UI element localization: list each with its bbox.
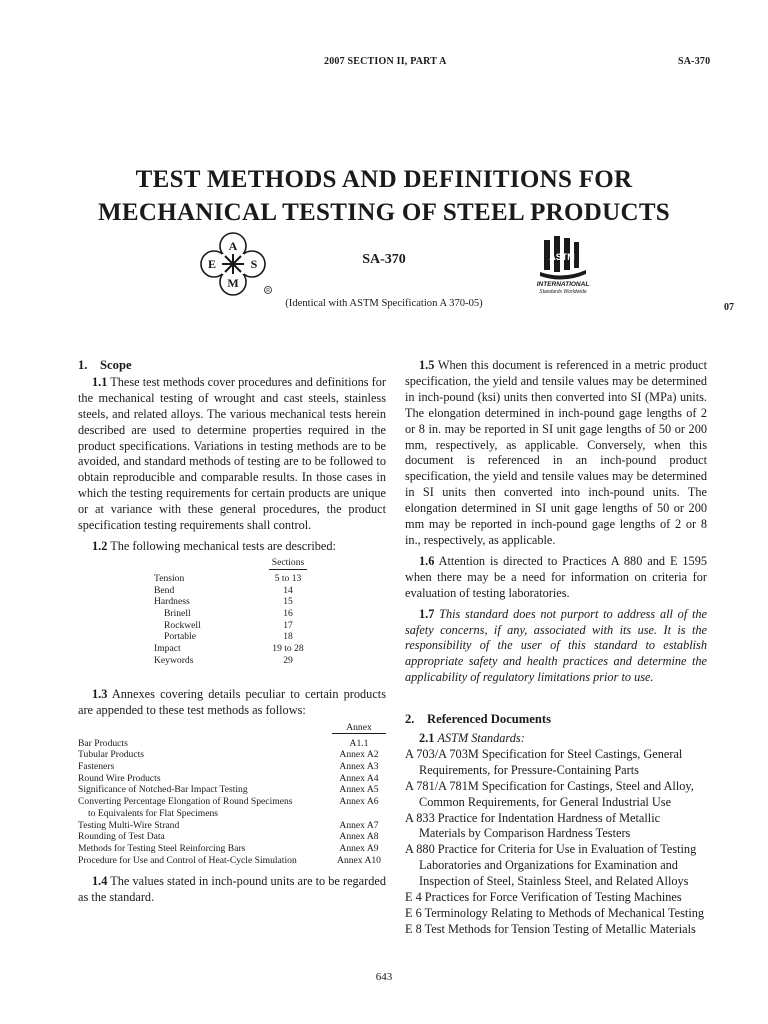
reference-item: E 4 Practices for Force Verification of Testing Machines xyxy=(405,890,682,905)
test-name: Portable xyxy=(164,631,196,643)
paragraph-1-4-number: 1.4 xyxy=(92,873,108,888)
paragraph-1-1 xyxy=(78,375,386,534)
document-title-line-2: MECHANICAL TESTING OF STEEL PRODUCTS xyxy=(97,199,671,226)
annex-id: A1.1 xyxy=(349,737,369,749)
annex-id: Annex A6 xyxy=(339,796,379,808)
paragraph-1-6-text: Attention is directed to Practices A 880 and E 1595 when there may be a need for information on criteria for evaluation of testing laboratories. xyxy=(405,553,707,600)
tests-table-body xyxy=(154,573,314,667)
astm-mark-text: ASTM xyxy=(549,252,575,262)
annex-table-row xyxy=(78,796,386,808)
test-sections: 19 to 28 xyxy=(272,643,304,654)
astm-international-icon xyxy=(530,234,596,296)
paragraph-1-7-text: This standard does not purport to address all of the safety concerns, if any, associated with its use. It is the responsibility of the user of this standard to establish appropriate safety and health practices and determine the applicability of regulatory limitations prior to use. xyxy=(405,606,708,685)
astm-international-label: INTERNATIONAL xyxy=(536,281,590,288)
section-1-heading xyxy=(78,358,386,374)
test-sections: 5 to 13 xyxy=(274,572,302,584)
page-number: 643 xyxy=(375,971,393,983)
annex-id: Annex A2 xyxy=(339,749,379,761)
paragraph-1-2 xyxy=(78,539,386,555)
annex-topic: Methods for Testing Steel Reinforcing Bars xyxy=(78,842,246,854)
test-sections: 18 xyxy=(283,631,293,643)
annex-topic: Testing Multi-Wire Strand xyxy=(78,819,180,831)
test-sections: 14 xyxy=(283,584,293,596)
annex-id: Annex A5 xyxy=(339,784,379,796)
referenced-documents-list xyxy=(405,747,707,938)
paragraph-1-3-number: 1.3 xyxy=(92,686,108,701)
annex-id: Annex A7 xyxy=(339,819,379,831)
paragraph-1-4-text: The values stated in inch-pound units are to be regarded as the standard. xyxy=(78,873,386,904)
annex-table-row xyxy=(78,855,386,867)
annex-table-row xyxy=(78,843,386,855)
reference-item: A 833 Practice for Indentation Hardness of Metallic Materials by Comparison Hardness Testers xyxy=(405,810,661,841)
annex-topic: to Equivalents for Flat Specimens xyxy=(88,807,219,819)
right-column xyxy=(405,358,707,938)
svg-text:R: R xyxy=(266,288,270,294)
annex-id: Annex A10 xyxy=(337,854,381,866)
identical-note: (Identical with ASTM Specification A 370-05) xyxy=(285,298,483,309)
section-1-title: Scope xyxy=(100,358,132,372)
annex-id: Annex A3 xyxy=(339,761,379,773)
annex-table-row xyxy=(78,784,386,796)
reference-item: A 703/A 703M Specification for Steel Castings, General Requirements, for Pressure-Containing Parts xyxy=(405,746,683,777)
test-name: Rockwell xyxy=(164,619,201,631)
tests-table-row xyxy=(154,573,314,585)
annex-topic: Tubular Products xyxy=(78,749,145,761)
annex-table-row xyxy=(78,761,386,773)
asme-letter-m: M xyxy=(227,276,239,290)
tests-table-row xyxy=(154,643,314,655)
annex-table-row xyxy=(78,808,386,820)
test-sections: 29 xyxy=(283,654,293,666)
paragraph-2-1-text: ASTM Standards: xyxy=(437,731,525,746)
paragraph-1-5-number: 1.5 xyxy=(419,358,435,372)
annex-table-row xyxy=(78,831,386,843)
test-name: Tension xyxy=(154,572,185,584)
annex-topic: Round Wire Products xyxy=(78,772,161,784)
header-spec-code: SA-370 xyxy=(678,56,711,67)
paragraph-2-1 xyxy=(405,731,707,747)
tests-table-row xyxy=(154,620,314,632)
annex-id: Annex A4 xyxy=(339,772,379,784)
paragraph-1-2-number: 1.2 xyxy=(92,538,108,553)
annex-topic: Significance of Notched-Bar Impact Testing xyxy=(78,784,248,796)
paragraph-1-5-text: When this document is referenced in a metric product specification, the yield and tensile values may be determined in inch-pound (ksi) units then converted into SI (MPa) units. The elongation determined in inch-pound gage lengths of 2 or 8 in. may be reported in SI unit gage lengths of 50 or 200 mm, respectively, as applicable. Conversely, when this document is referenced in an inch-pound product specification, the yield and tensile values may be determined in SI units then converted into inch-pound units. The elongation determined in SI unit gage lengths of 50 or 200 mm may be reported in inch-pound gage lengths of 2 or 8 in., respectively, as applicable. xyxy=(405,358,707,547)
left-column xyxy=(78,358,386,906)
annex-id: Annex A9 xyxy=(339,842,379,854)
section-1-number: 1. xyxy=(78,358,88,372)
paragraph-1-7-number: 1.7 xyxy=(419,606,435,621)
paragraph-1-2-text: The following mechanical tests are described: xyxy=(110,538,336,553)
section-2-number: 2. xyxy=(405,712,415,727)
paragraph-1-5 xyxy=(405,358,707,549)
tests-table-header: Sections xyxy=(269,557,307,570)
margin-year-mark: 07 xyxy=(724,302,734,313)
annex-table-row xyxy=(78,749,386,761)
reference-item: E 6 Terminology Relating to Methods of Mechanical Testing xyxy=(405,906,705,920)
paragraph-1-4 xyxy=(78,874,386,906)
section-2-heading xyxy=(405,712,707,728)
annex-table-body xyxy=(78,738,386,867)
test-sections: 15 xyxy=(283,596,293,608)
document-title-line-1: TEST METHODS AND DEFINITIONS FOR xyxy=(135,166,633,193)
test-name: Keywords xyxy=(154,654,194,666)
asme-letter-s: S xyxy=(250,257,258,271)
tests-table-row xyxy=(154,655,314,667)
astm-logo xyxy=(530,234,596,296)
asme-letter-a: A xyxy=(228,239,238,253)
section-2-title: Referenced Documents xyxy=(427,712,551,727)
paragraph-1-1-number: 1.1 xyxy=(92,374,108,389)
test-sections: 16 xyxy=(283,607,293,619)
annex-id: Annex A8 xyxy=(339,831,379,843)
annex-table-row xyxy=(78,738,386,750)
paragraph-2-1-number: 2.1 xyxy=(419,731,435,746)
test-name: Brinell xyxy=(164,607,191,619)
paragraph-1-7 xyxy=(405,607,707,687)
tests-table-row xyxy=(154,631,314,643)
tests-table xyxy=(78,557,386,677)
annex-table-row xyxy=(78,820,386,832)
reference-item: A 880 Practice for Criteria for Use in Evaluation of Testing Laboratories and Organizations for Examination and Inspection of Steel, Stainless Steel, and Related Alloys xyxy=(405,842,697,889)
asme-letter-e: E xyxy=(207,257,217,271)
paragraph-1-6-number: 1.6 xyxy=(419,553,435,568)
annex-topic: Converting Percentage Elongation of Round Specimens xyxy=(78,796,293,808)
tests-table-row xyxy=(154,596,314,608)
annex-table-header: Annex xyxy=(332,722,386,735)
annex-topic: Rounding of Test Data xyxy=(78,831,165,843)
annex-table xyxy=(78,722,386,870)
test-name: Bend xyxy=(154,584,175,596)
paragraph-1-3 xyxy=(78,687,386,719)
annex-topic: Fasteners xyxy=(78,761,115,773)
annex-topic: Bar Products xyxy=(78,737,128,749)
paragraph-1-1-text: These test methods cover procedures and definitions for the mechanical testing of wrought and cast steels, stainless steels, and related alloys. The various mechanical tests herein described are used to determine properties required in the product specifications. Variations in testing methods are to be avoided, and standard methods of testing are to be followed to obtain reproducible and comparable results. In those cases in which the testing requirements for certain products are unique or at variance with these general procedures, the product specification testing requirements shall control. xyxy=(78,374,386,533)
running-header: 2007 SECTION II, PART A xyxy=(324,56,447,67)
astm-tagline: Standards Worldwide xyxy=(539,289,587,295)
test-name: Impact xyxy=(154,643,181,654)
paragraph-1-3-text: Annexes covering details peculiar to certain products are appended to these test methods as follows: xyxy=(78,686,386,717)
tests-table-row xyxy=(154,585,314,597)
annex-table-row xyxy=(78,773,386,785)
test-sections: 17 xyxy=(283,619,293,631)
reference-item: A 781/A 781M Specification for Castings, Steel and Alloy, Common Requirements, for General Industrial Use xyxy=(405,778,694,809)
annex-topic: Procedure for Use and Control of Heat-Cycle Simulation xyxy=(78,854,297,866)
test-name: Hardness xyxy=(154,596,190,608)
tests-table-row xyxy=(154,608,314,620)
paragraph-1-6 xyxy=(405,554,707,602)
spec-code: SA-370 xyxy=(362,252,406,267)
reference-item: E 8 Test Methods for Tension Testing of Metallic Materials xyxy=(405,921,696,936)
